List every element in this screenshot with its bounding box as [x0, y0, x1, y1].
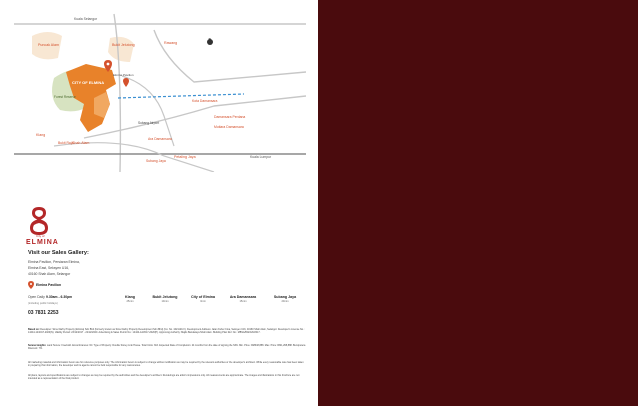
disclaimer-label-2: Serene Heights:: [28, 344, 47, 347]
travel-time: 10min: [161, 300, 169, 303]
label-petaling-jaya: Petaling Jaya: [174, 155, 196, 159]
phone-number[interactable]: 03 7831 2253: [28, 310, 59, 316]
label-north: N: [208, 37, 211, 41]
gallery-address-1: Elmina Pavilion, Persiaran Elmina,: [28, 260, 80, 264]
travel-name: City of Elmina: [191, 295, 215, 299]
map-pin-icon: [28, 281, 34, 289]
disclaimer-block-2: [28, 344, 306, 350]
travel-item-city-of-elmina: [183, 295, 223, 303]
travel-item-klang: [113, 295, 147, 303]
maroon-back-panel: [318, 0, 638, 406]
gallery-address-3: 40160 Shah Alam, Selangor: [28, 272, 71, 276]
logo-small-text: City of: [36, 234, 45, 238]
disclaimer-block-1: [28, 328, 306, 334]
travel-name: Ara Damansara: [229, 295, 257, 299]
location-map: [14, 6, 306, 172]
disclaimer-text-2: Land Tenure: Freehold. Encumbrances: Nil. Type of Property: Double Storey Link House. Total Units: 316. Expected Date of Completion: 24 months from the date of signing the SPA. Min. Price: RM648,888. Max. Price: RM1,268,888. Bumiputera Discount: 7%.: [28, 344, 306, 351]
travel-item-bukit-jelutong: [145, 295, 185, 303]
travel-time: 0min: [200, 300, 206, 303]
label-subang-airport: Subang Airport: [138, 121, 160, 125]
label-kota-damansara: Kota Damansara: [192, 99, 218, 103]
label-forest-reserve: Forest Reserve: [54, 95, 76, 99]
label-klang: Klang: [36, 133, 46, 137]
gallery-address-2: Elmina East, Seksyen U16,: [28, 266, 70, 270]
label-kuala-lumpur: Kuala Lumpur: [250, 155, 272, 159]
label-puncak-alam: Puncak Alam: [38, 43, 59, 47]
disclaimer-block-3: All marketing material and information herein are for reference purposes only. The information herein is subject to change without notification as may be required by the relevant authorities or the developer's architect. While every reasonable care has been taken in preparing this information, the developer and its agents cannot be held responsible for any inaccuracies.: [28, 361, 304, 368]
travel-time: 25min: [126, 300, 134, 303]
disclaimer-text-1: Developer: Sime Darby Property (Elmina) Sdn Bhd (formerly known as Sime Darby Property Development Sdn Bhd) (Co. No. 1021120-V). Development Address: Jalan Kubur Cina, Seksyen U16, 40160 Shah Alam, Selangor. Developer's License No.: 14444-12/2017-2020(N). Validity Period: 23/12/2017 - 22/12/2020. Advertising & Sales Permit No.: 14444-12/2017-2020(P). Approving Authority: Majlis Bandaraya Shah Alam. Building Plan Ref. No.: MBSA/BGN/20/2017.: [28, 328, 305, 335]
label-ara-damansara: Ara Damansara: [148, 137, 172, 141]
label-bukit-jelutong-top: Bukit Jelutong: [112, 43, 135, 47]
disclaimer-label-1: Based on:: [28, 328, 40, 331]
label-rawang: Rawang: [164, 41, 178, 45]
label-damansara-perdana: Damansara Perdana: [214, 115, 246, 119]
label-mutiara-damansara: Mutiara Damansara: [214, 125, 244, 129]
travel-item-subang-jaya: [264, 295, 306, 303]
logo-wordmark: ELMINA: [26, 239, 59, 246]
travel-item-ara-damansara: [222, 295, 264, 303]
label-kuala-selangor: Kuala Selangor: [74, 17, 98, 21]
label-bukit-raja: Bukit Raja: [58, 141, 74, 145]
brochure-page: [0, 0, 318, 406]
disclaimer-block-4: All plans, layouts and specifications are subject to changes as may be required by the authorities and the developer's architect. Renderings are artist's impressions only. All measurements are approximate. The images and illustrations in this brochure are not intended as a representation of the final product.: [28, 374, 300, 381]
label-shah-alam: Shah Alam: [72, 141, 90, 145]
hours-value: 9.30am - 6.30pm: [46, 295, 73, 299]
travel-name: Bukit Jelutong: [152, 295, 178, 299]
pin-label: Elmina Pavilion: [36, 283, 62, 287]
hours-note: (including public holidays): [28, 302, 58, 305]
travel-name: Klang: [125, 295, 135, 299]
travel-time: 20min: [281, 300, 289, 303]
travel-name: Subang Jaya: [273, 295, 297, 299]
label-elmina-pavilion: Elmina Pavilion: [113, 73, 134, 77]
hours-label: Open Daily: [28, 295, 45, 299]
travel-time: 15min: [239, 300, 247, 303]
gallery-heading: Visit our Sales Gallery:: [28, 250, 89, 256]
label-city-of-elmina: CITY OF ELMINA: [72, 80, 105, 85]
label-subang-jaya: Subang Jaya: [146, 159, 166, 163]
